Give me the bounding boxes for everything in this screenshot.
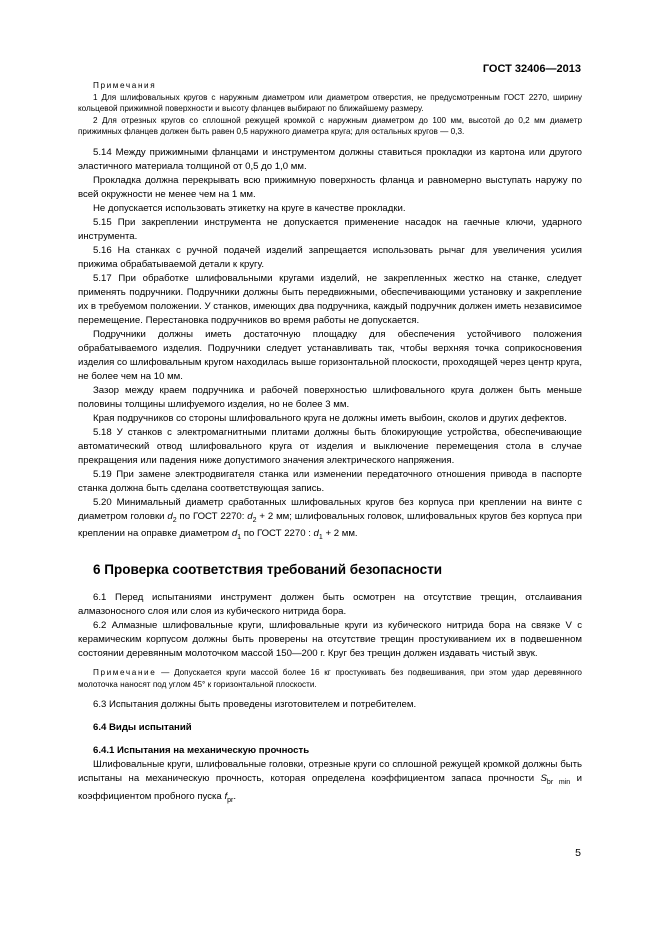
para-5-17: 5.17 При обработке шлифовальными кругами изделий, не закрепленных жестко на станке, следует применять подручники. Подручники должны быть передвижными, обеспечивающими установку и закрепление их в требуемом положении. У станков, имеющих два подручника, каждый подручник должен иметь независимое перемещение. Перестановка подручников во время работы не допускается. bbox=[78, 272, 582, 326]
para-6-4-1: 6.4.1 Испытания на механическую прочность bbox=[93, 745, 310, 757]
para-5-17-d: Края подручников со стороны шлифовального круга не должны иметь выбоин, сколов и других дефектов. bbox=[93, 412, 567, 424]
note-1: 1 Для шлифовальных кругов с наружным диаметром или диаметром отверстия, не предусмотренным ГОСТ 2270, ширину кольцевой прижимной поверхности и высоту фланцев выбирают по ближайшему размеру. bbox=[78, 92, 582, 113]
para-6-2: 6.2 Алмазные шлифовальные круги, шлифовальные круги из кубического нитрида бора на связке V с керамическим корпусом должны быть проверены на отсутствие трещин простукиванием их в подвешенном состоянии деревянным молоточком массой 150—200 г. Круг без трещин должен издавать чистый звук. bbox=[78, 620, 582, 660]
para-5-20: 5.20 Минимальный диаметр сработанных шлифовальных кругов без корпуса при креплении на винте с диаметром головки $d_2$ по ГОСТ 2270: $d_2 + 2$ мм; шлифовальных головок, шлифовальных кругов без корпуса при креплении на оправке диаметром $d_1$ по ГОСТ 2270 : $d_1 + 2$ мм. bbox=[78, 496, 582, 542]
para-5-14-b: Прокладка должна перекрывать всю прижимную поверхность фланца и равномерно выступать наружу по всей окружности не менее чем на 1 мм. bbox=[78, 174, 582, 200]
para-6-1: 6.1 Перед испытаниями инструмент должен быть осмотрен на отсутствие трещин, отслаивания алмазоносного слоя или слоя из кубического нитрида бора. bbox=[78, 592, 582, 618]
para-5-17-c: Зазор между краем подручника и рабочей поверхностью шлифовального круга должен быть меньше половины толщины шлифуемого изделия, но не более 3 мм. bbox=[78, 384, 582, 410]
para-5-14: 5.14 Между прижимными фланцами и инструментом должны ставиться прокладки из картона или другого эластичного материала толщиной от 0,5 до 1,0 мм. bbox=[78, 146, 582, 172]
para-6-4-1-text: Шлифовальные круги, шлифовальные головки, отрезные круги со сплошной режущей кромкой должны быть испытаны на механическую прочность, которая определена коэффициентом запаса прочности $S_{br min}$ и коэффициентом пробного пуска $f_{pr}$. bbox=[78, 759, 582, 805]
note-6-2: Примечание — Допускается круги массой более 16 кг простукивать без подвешивания, при этом удар деревянного молоточка наносят под углом 45° к горизонтальной плоскости. bbox=[78, 668, 582, 689]
page-content bbox=[78, 80, 582, 808]
para-6-3: 6.3 Испытания должны быть проведены изготовителем и потребителем. bbox=[93, 699, 417, 711]
page-number: 5 bbox=[575, 847, 581, 859]
para-5-14-c: Не допускается использовать этикетку на круге в качестве прокладки. bbox=[93, 202, 406, 214]
para-5-18: 5.18 У станков с электромагнитными плитами должны быть блокирующие устройства, обеспечивающие автоматический отвод шлифовального круга от изделия и выключение перемещения стола в случае прекращения или падения ниже допустимого значения электрического напряжения. bbox=[78, 426, 582, 466]
para-5-15: 5.15 При закреплении инструмента не допускается применение насадок на гаечные ключи, ударного инструмента. bbox=[78, 216, 582, 242]
para-5-16: 5.16 На станках с ручной подачей изделий запрещается использовать рычаг для увеличения усилия прижима обрабатываемой детали к кругу. bbox=[78, 244, 582, 270]
notes-title: Примечания bbox=[93, 81, 157, 90]
para-5-17-b: Подручники должны иметь достаточную площадку для обеспечения устойчивого положения обрабатываемого изделия. Подручники следует устанавливать так, чтобы верхняя точка соприкосновения изделия со шлифовальным кругом находилась выше горизонтальной плоскости, проходящей через центр круга, не более чем на 10 мм. bbox=[78, 328, 582, 382]
document-id: ГОСТ 32406—2013 bbox=[482, 63, 581, 75]
note-2: 2 Для отрезных кругов со сплошной режущей кромкой с наружным диаметром до 100 мм, высотой до 0,2 мм диаметр прижимных фланцев должен быть равен 0,5 наружного диаметра круга; для остальных кругов — 0,3. bbox=[78, 115, 582, 136]
para-6-4: 6.4 Виды испытаний bbox=[93, 722, 192, 734]
section-6-heading: 6 Проверка соответствия требований безопасности bbox=[93, 562, 443, 578]
para-5-19: 5.19 При замене электродвигателя станка или изменении передаточного отношения привода в паспорте станка должна быть сделана соответствующая запись. bbox=[78, 468, 582, 494]
